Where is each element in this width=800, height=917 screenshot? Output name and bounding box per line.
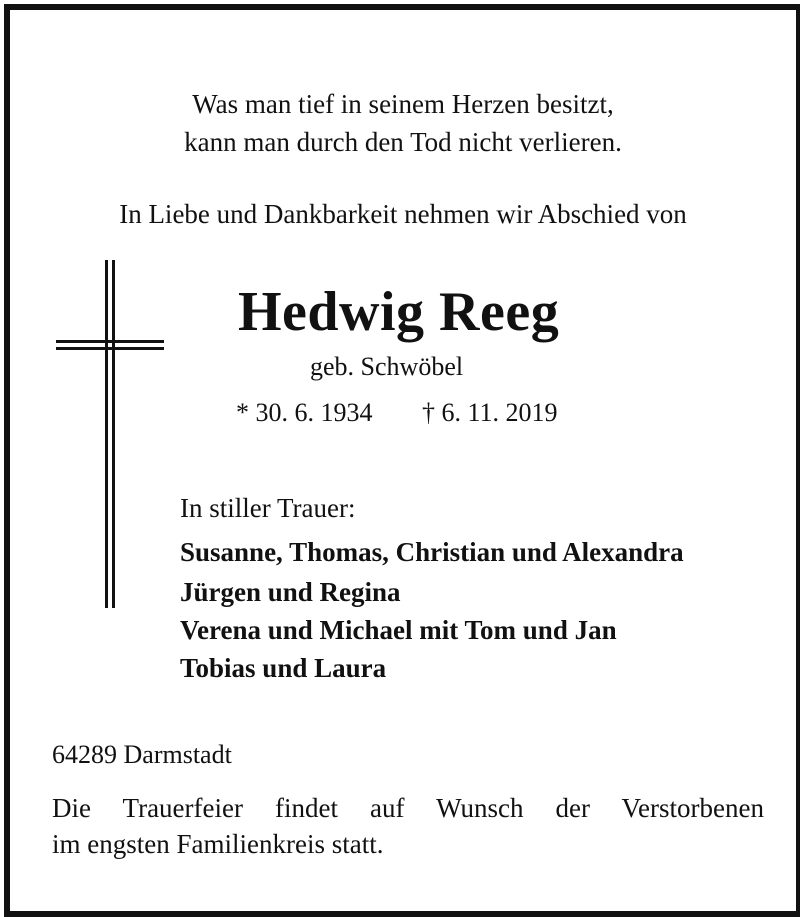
death-date: † 6. 11. 2019: [422, 398, 558, 427]
mourner-line: Verena und Michael mit Tom und Jan: [180, 615, 617, 645]
cross-vertical-line: [112, 260, 115, 608]
mourner-line: Tobias und Laura: [180, 653, 387, 683]
farewell-intro: In Liebe und Dankbarkeit nehmen wir Abschied von: [119, 199, 687, 229]
funeral-notice-line-1: Die Trauerfeier findet auf Wunsch der Verstorbenen: [52, 793, 764, 823]
mourners-label: In stiller Trauer:: [180, 493, 356, 523]
quote-line-2: kann man durch den Tod nicht verlieren.: [184, 127, 622, 157]
birth-date: * 30. 6. 1934: [236, 398, 373, 427]
deceased-birth-name: geb. Schwöbel: [310, 352, 464, 381]
funeral-notice-line-2: im engsten Familienkreis statt.: [52, 829, 384, 859]
mourner-line: Jürgen und Regina: [180, 577, 401, 607]
mourner-line: Susanne, Thomas, Christian und Alexandra: [180, 537, 684, 567]
deceased-name: Hedwig Reeg: [238, 281, 560, 343]
obituary-frame: [4, 4, 800, 917]
cross-horizontal-line: [56, 340, 164, 343]
quote-line-1: Was man tief in seinem Herzen besitzt,: [192, 89, 614, 119]
cross-horizontal-line: [56, 347, 164, 350]
cross-icon: [56, 260, 164, 608]
cross-vertical-line: [105, 260, 108, 608]
city-address: 64289 Darmstadt: [52, 740, 232, 769]
